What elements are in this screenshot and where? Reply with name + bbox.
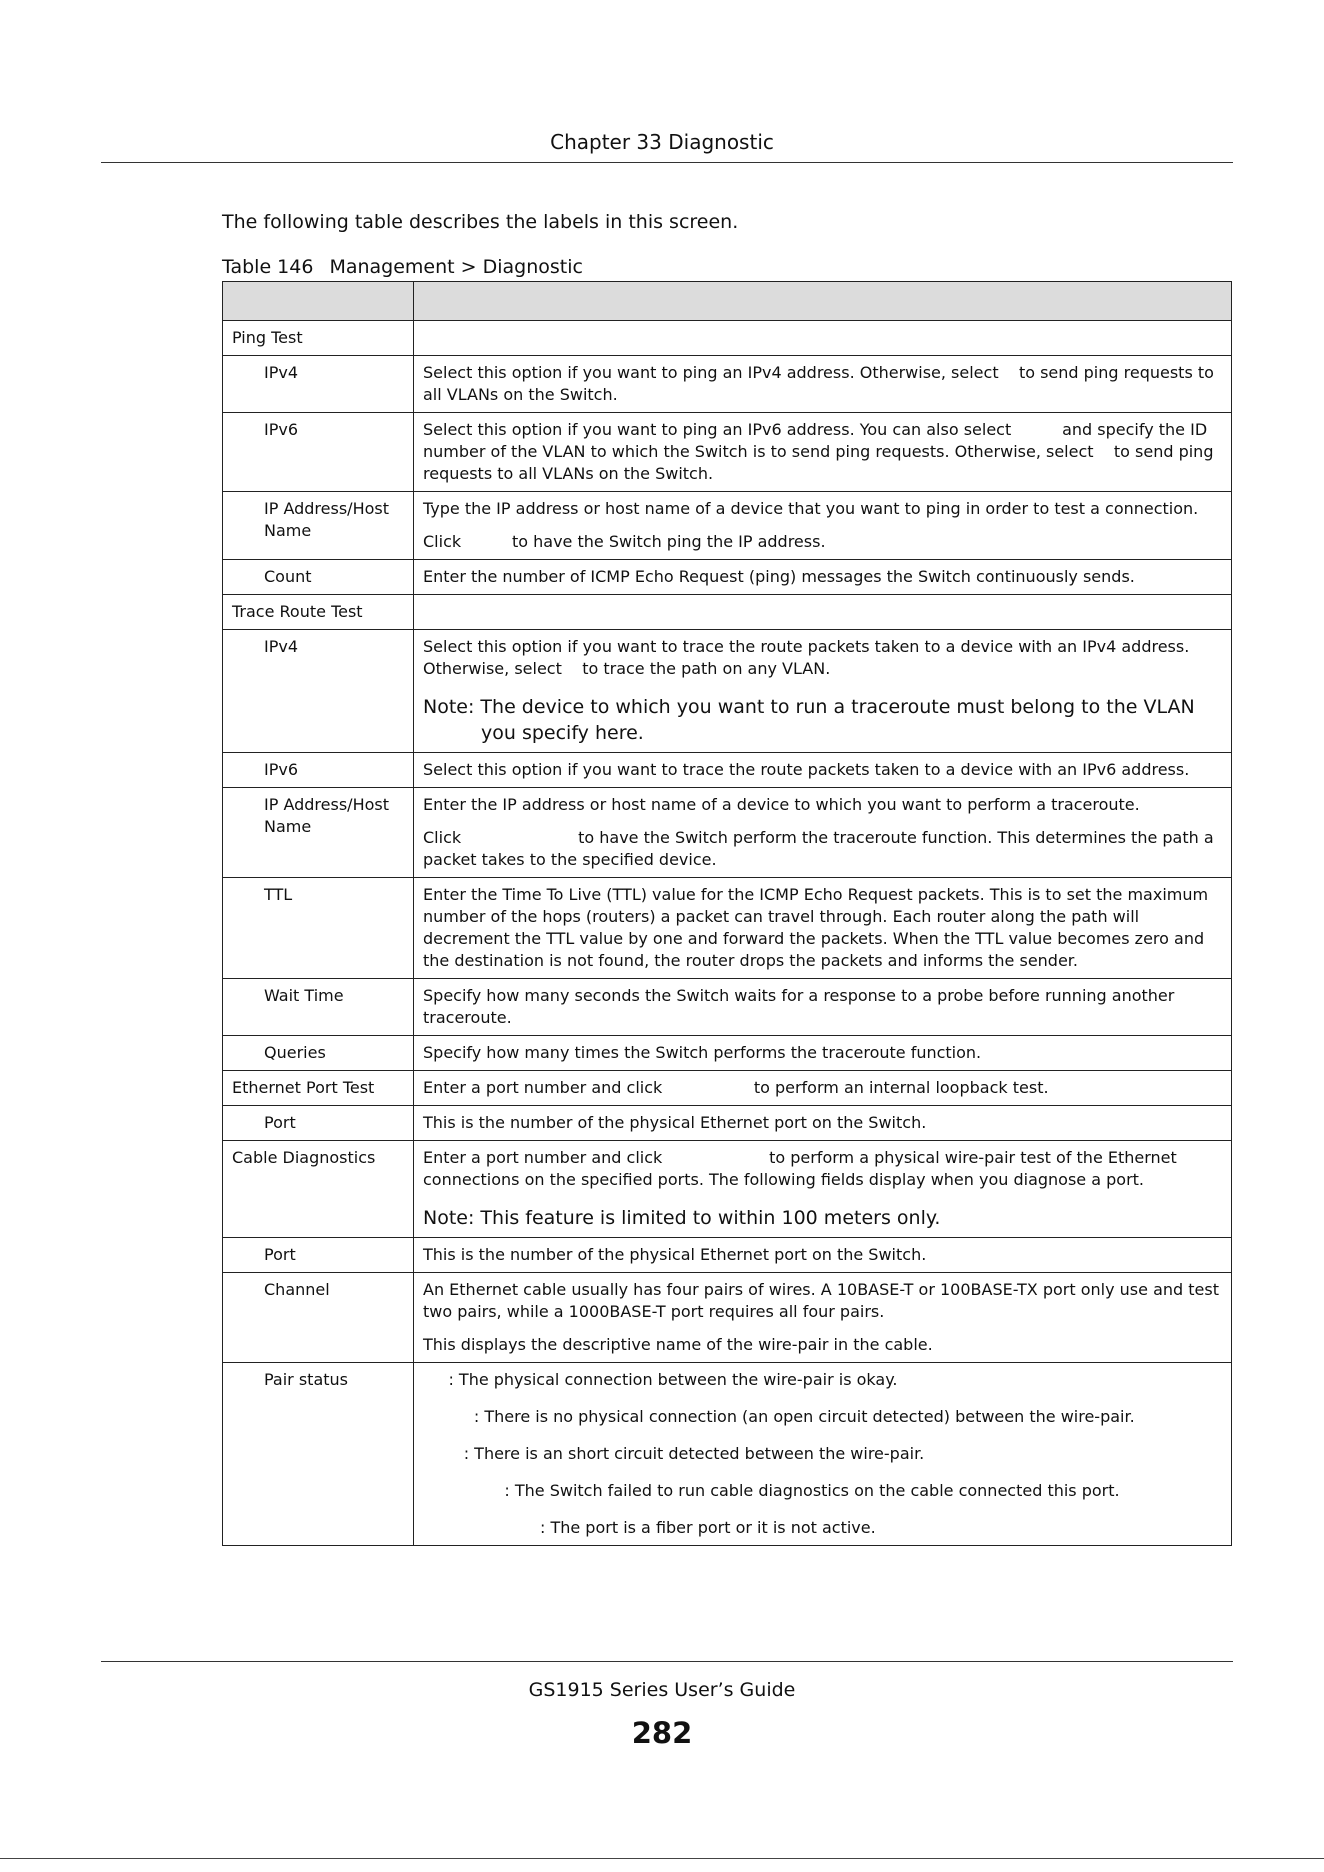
description-paragraph: This is the number of the physical Ethernet port on the Switch.: [423, 1245, 927, 1264]
row-label: Queries: [223, 1036, 414, 1071]
description-paragraph: Select this option if you want to trace the route packets taken to a device with an IPv4 address. Otherwise, select to trace the path on any VLAN.: [423, 637, 1195, 678]
row-label: IP Address/Host Name: [223, 492, 414, 560]
description-paragraph: Enter a port number and click to perform a physical wire-pair test of the Ethernet connections on the specified ports. The following fields display when you diagnose a port.: [423, 1148, 1182, 1189]
row-description: [414, 878, 1232, 979]
row-label: IPv4: [223, 356, 414, 413]
row-description: [414, 1273, 1232, 1363]
row-description: [414, 630, 1232, 753]
table-row: [223, 560, 1232, 595]
row-label: Port: [223, 1106, 414, 1141]
row-description: [414, 1036, 1232, 1071]
note-text: Note: The device to which you want to run a traceroute must belong to the VLAN you specify here.: [423, 696, 1195, 744]
table-row: [223, 878, 1232, 979]
description-paragraph: Select this option if you want to ping an IPv4 address. Otherwise, select to send ping requests to all VLANs on the Switch.: [423, 363, 1220, 404]
row-description: [414, 492, 1232, 560]
chapter-header: Chapter 33 Diagnostic: [550, 130, 774, 154]
pair-status-item: : The port is a fiber port or it is not active.: [423, 1518, 876, 1537]
pair-status-item: : The Switch failed to run cable diagnostics on the cable connected this port.: [423, 1481, 1120, 1500]
table-row: [223, 492, 1232, 560]
description-paragraph: Select this option if you want to ping an IPv6 address. You can also select and specify the ID number of the VLAN to which the Switch is to send ping requests. Otherwise, select to send ping requests to all VLANs on the Switch.: [423, 420, 1219, 483]
row-description: [414, 753, 1232, 788]
description-paragraph: Select this option if you want to trace the route packets taken to a device with an IPv6 address.: [423, 760, 1190, 779]
note-text: Note: This feature is limited to within 100 meters only.: [423, 1207, 941, 1229]
description-paragraph: Enter the number of ICMP Echo Request (ping) messages the Switch continuously sends.: [423, 567, 1135, 586]
row-description: [414, 356, 1232, 413]
row-label: Wait Time: [223, 979, 414, 1036]
table-number: Table 146: [222, 256, 314, 278]
table-row: [223, 1106, 1232, 1141]
row-label: IPv6: [223, 753, 414, 788]
row-description: [414, 1141, 1232, 1238]
row-label: Port: [223, 1238, 414, 1273]
description-paragraph: Enter a port number and click to perform an internal loopback test.: [423, 1078, 1049, 1097]
row-label: Ethernet Port Test: [223, 1071, 414, 1106]
description-paragraph: An Ethernet cable usually has four pairs of wires. A 10BASE-T or 100BASE-TX port only use and test two pairs, while a 1000BASE-T port requires all four pairs.: [423, 1280, 1225, 1321]
table-row: [223, 413, 1232, 492]
description-paragraph: Specify how many times the Switch performs the traceroute function.: [423, 1043, 982, 1062]
row-label: Trace Route Test: [223, 595, 414, 630]
table-row: [223, 753, 1232, 788]
row-description: [414, 413, 1232, 492]
table-row: [223, 1273, 1232, 1363]
row-description: [414, 595, 1232, 630]
table-row: [223, 630, 1232, 753]
row-description: [414, 1106, 1232, 1141]
description-paragraph: Enter the IP address or host name of a device to which you want to perform a traceroute.: [423, 795, 1140, 814]
table-row: [223, 1363, 1232, 1546]
row-description: [414, 321, 1232, 356]
row-label: TTL: [223, 878, 414, 979]
page-number: 282: [631, 1716, 693, 1750]
header-cell-description: [414, 282, 1232, 321]
table-row: [223, 1141, 1232, 1238]
pair-status-item: : There is no physical connection (an open circuit detected) between the wire-pair.: [423, 1407, 1135, 1426]
description-paragraph: Enter the Time To Live (TTL) value for the ICMP Echo Request packets. This is to set the maximum number of the hops (routers) a packet can travel through. Each router along the path will decrement the TTL value by one and forward the packets. When the TTL value becomes zero and the destination is not found, the router drops the packets and informs the sender.: [423, 885, 1214, 970]
description-paragraph: Click to have the Switch perform the traceroute function. This determines the path a packet takes to the specified device.: [423, 828, 1219, 869]
row-label: Ping Test: [223, 321, 414, 356]
row-description: [414, 788, 1232, 878]
table-row: [223, 1071, 1232, 1106]
table-row: [223, 321, 1232, 356]
intro-text: The following table describes the labels in this screen.: [222, 211, 739, 233]
description-table: [222, 281, 1232, 1546]
row-description: [414, 1238, 1232, 1273]
description-paragraph: This is the number of the physical Ethernet port on the Switch.: [423, 1113, 927, 1132]
row-description: [414, 979, 1232, 1036]
footer-rule: [101, 1661, 1233, 1662]
row-label: IP Address/Host Name: [223, 788, 414, 878]
footer-guide: GS1915 Series User’s Guide: [528, 1679, 796, 1701]
table-row: [223, 979, 1232, 1036]
description-paragraph: Type the IP address or host name of a device that you want to ping in order to test a connection.: [423, 499, 1199, 518]
row-description: [414, 1071, 1232, 1106]
description-paragraph: Click to have the Switch ping the IP address.: [423, 532, 826, 551]
row-description: [414, 1363, 1232, 1546]
table-row: [223, 356, 1232, 413]
row-label: IPv6: [223, 413, 414, 492]
table-row: [223, 1036, 1232, 1071]
header-cell-label: [223, 282, 414, 321]
table-row: [223, 595, 1232, 630]
row-label: Channel: [223, 1273, 414, 1363]
header-rule: [101, 162, 1233, 163]
table-title: Management > Diagnostic: [329, 256, 583, 278]
description-paragraph: This displays the descriptive name of the wire-pair in the cable.: [423, 1335, 933, 1354]
table-header-row: [223, 282, 1232, 321]
description-paragraph: Specify how many seconds the Switch waits for a response to a probe before running another traceroute.: [423, 986, 1180, 1027]
bottom-edge-rule: [0, 1858, 1324, 1859]
row-label: Count: [223, 560, 414, 595]
row-label: IPv4: [223, 630, 414, 753]
row-label: Cable Diagnostics: [223, 1141, 414, 1238]
pair-status-item: : The physical connection between the wire-pair is okay.: [423, 1370, 898, 1389]
row-description: [414, 560, 1232, 595]
table-caption: [222, 256, 599, 278]
pair-status-item: : There is an short circuit detected between the wire-pair.: [423, 1444, 925, 1463]
table-row: [223, 1238, 1232, 1273]
table-row: [223, 788, 1232, 878]
row-label: Pair status: [223, 1363, 414, 1546]
